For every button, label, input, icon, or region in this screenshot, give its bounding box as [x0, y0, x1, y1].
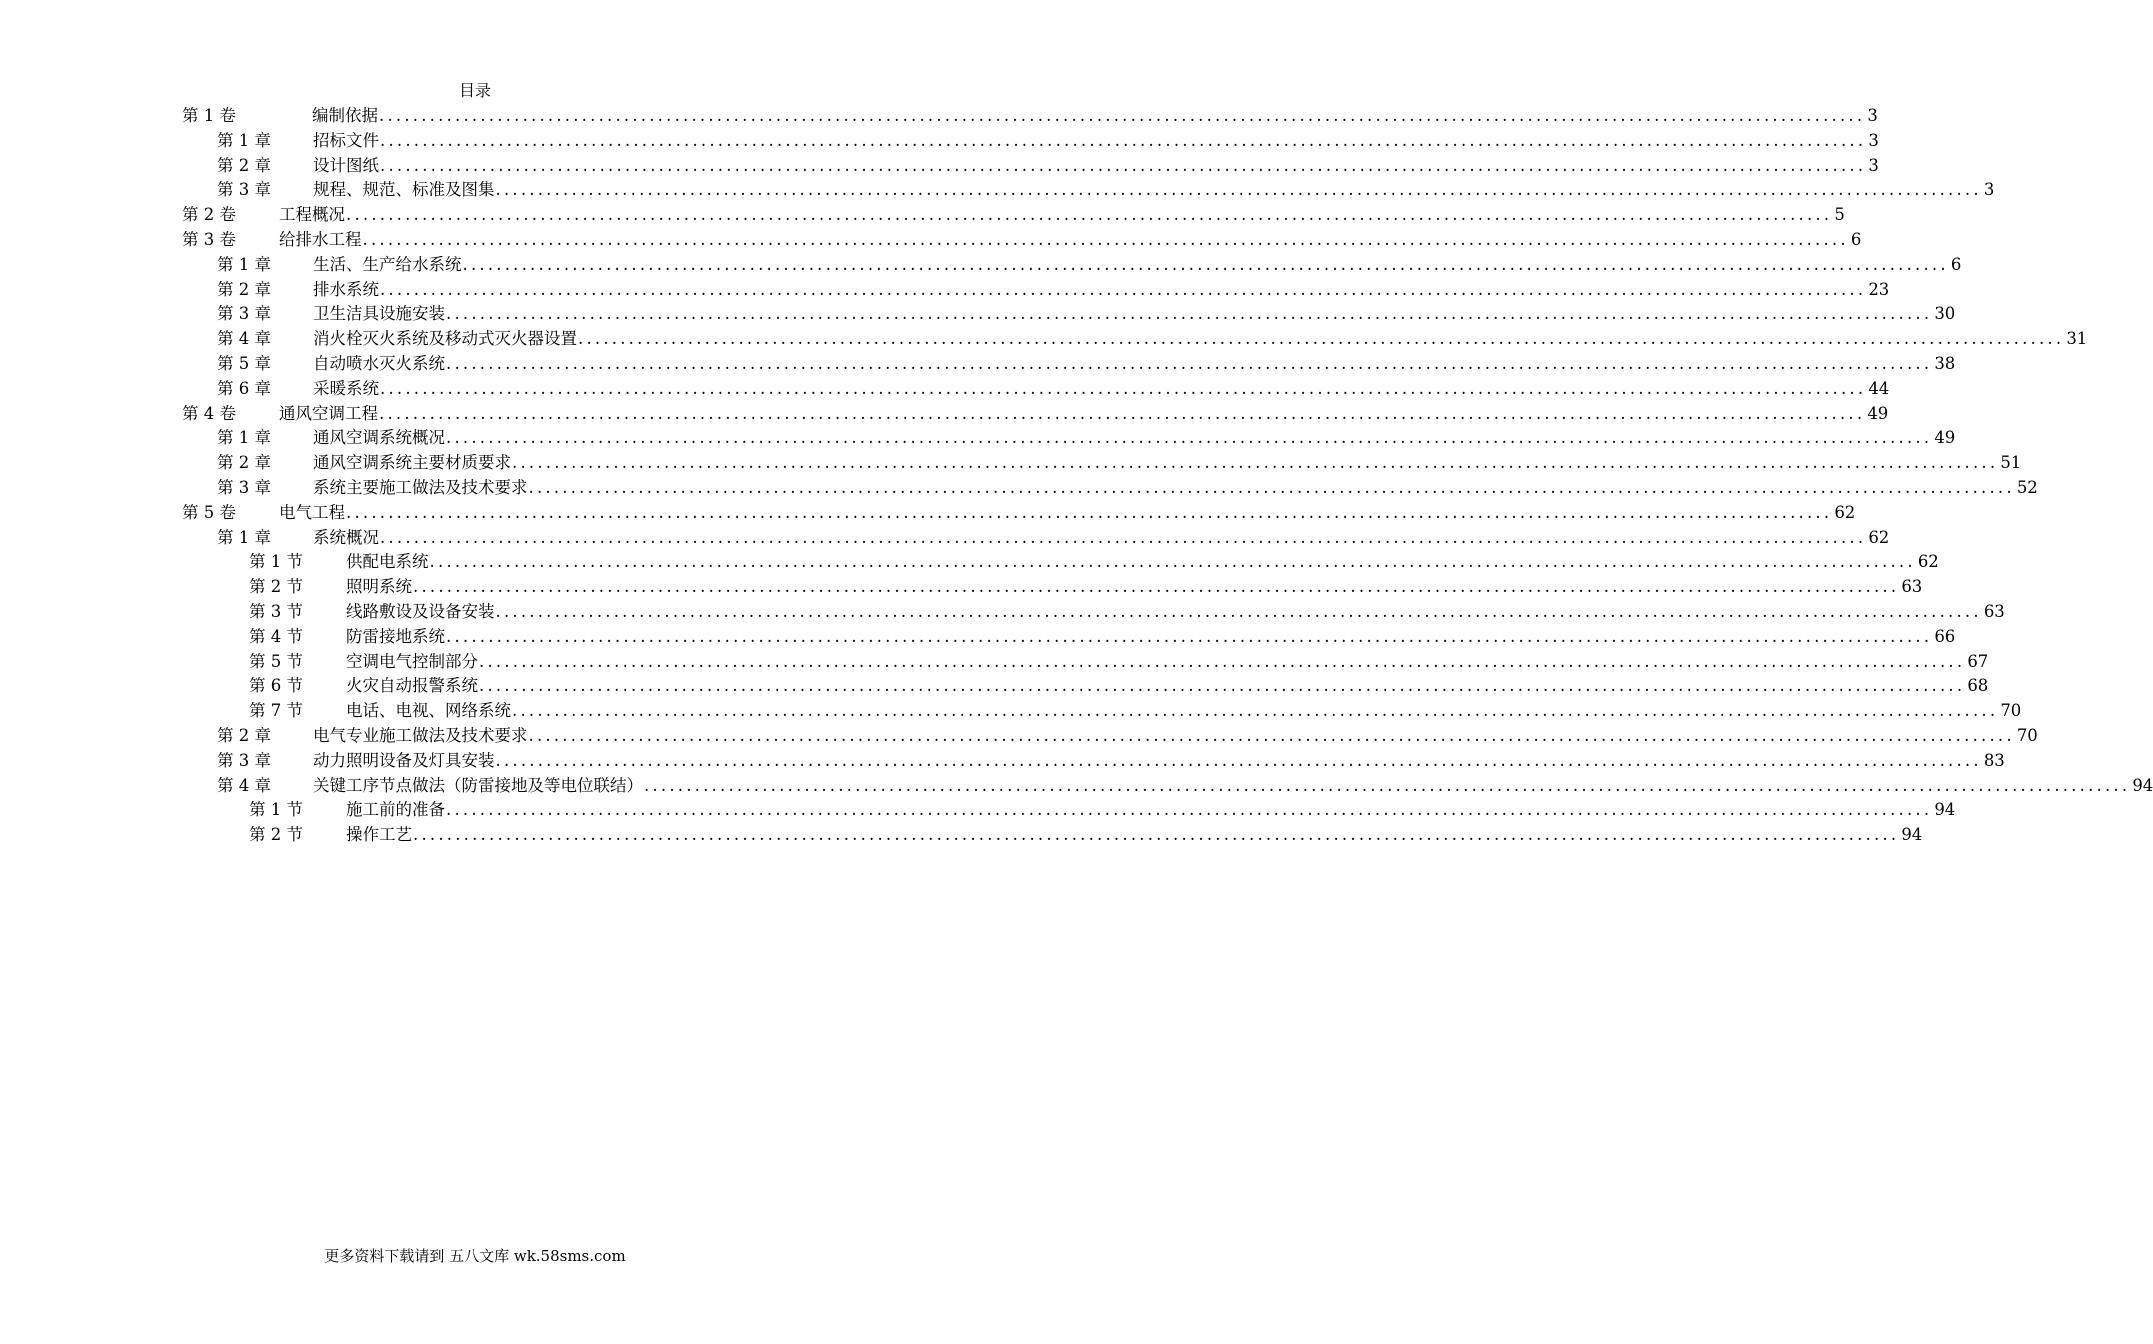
toc-page-number: 62 — [1834, 502, 1856, 522]
toc-entry-label: 第 3 章 — [217, 750, 271, 770]
toc-dot-leader: ................................................................................................................................................................................ — [429, 552, 1916, 572]
toc-entry-text: 照明系统 — [346, 577, 412, 597]
toc-entry-text: 电话、电视、网络系统 — [346, 701, 511, 721]
toc-page-number: 67 — [1967, 651, 1989, 671]
toc-entry-label: 第 4 章 — [217, 329, 271, 349]
toc-page-number: 3 — [1868, 130, 1879, 150]
toc-dot-leader: ................................................................................................................................................................................ — [578, 329, 2065, 349]
toc-page-number: 51 — [2000, 453, 2022, 473]
toc-entry-text: 采暖系统 — [313, 378, 379, 398]
toc-entry-label: 第 1 节 — [249, 800, 303, 820]
toc-entry-label: 第 3 卷 — [182, 230, 236, 249]
toc-dot-leader: ................................................................................................................................................................................ — [379, 106, 1866, 125]
toc-entry — [217, 377, 1890, 401]
toc-entry — [249, 550, 1939, 574]
toc-page-number: 70 — [2000, 701, 2022, 721]
toc-dot-leader: ................................................................................................................................................................................ — [346, 502, 1833, 522]
toc-entry — [217, 774, 2153, 798]
toc-page-number: 6 — [1850, 230, 1862, 249]
toc-dot-leader: ................................................................................................................................................................................ — [413, 577, 1900, 597]
toc-dot-leader: ................................................................................................................................................................................ — [446, 626, 1933, 646]
toc-entry — [182, 501, 1856, 525]
toc-entry-text: 线路敷设及设备安装 — [346, 602, 495, 621]
toc-entry-text: 系统概况 — [313, 527, 379, 547]
toc-entry-label: 第 7 节 — [249, 701, 303, 721]
toc-dot-leader: ................................................................................................................................................................................ — [446, 304, 1933, 324]
toc-dot-leader: ................................................................................................................................................................................ — [380, 279, 1867, 299]
toc-entry — [249, 650, 1989, 674]
toc-entry-label: 第 2 节 — [249, 577, 303, 597]
toc-entry-label: 第 2 卷 — [182, 205, 236, 225]
toc-entry-label: 第 3 章 — [217, 180, 271, 200]
toc-entry — [182, 402, 1889, 426]
toc-dot-leader: ................................................................................................................................................................................ — [380, 155, 1867, 175]
toc-entry-label: 第 2 章 — [217, 453, 271, 473]
toc-entry-text: 操作工艺 — [346, 825, 412, 845]
toc-entry — [182, 104, 1878, 128]
toc-page-number: 49 — [1934, 428, 1956, 448]
toc-title: 目录 — [458, 81, 491, 100]
toc-entry-label: 第 3 节 — [249, 602, 303, 621]
toc-entry-text: 生活、生产给水系统 — [313, 254, 462, 274]
toc-entry — [217, 352, 1956, 376]
toc-entry-text: 电气工程 — [279, 502, 345, 522]
toc-entry — [249, 625, 1956, 649]
toc-page-number: 23 — [1868, 279, 1890, 299]
toc-entry-label: 第 1 章 — [217, 428, 271, 448]
toc-page-number: 3 — [1867, 106, 1878, 125]
toc-entry-text: 关键工序节点做法（防雷接地及等电位联结） — [313, 775, 643, 795]
toc-page-number: 94 — [1901, 825, 1923, 845]
toc-dot-leader: ................................................................................................................................................................................ — [512, 453, 1999, 473]
toc-entry-text: 空调电气控制部分 — [346, 651, 478, 671]
toc-page-number: 5 — [1834, 205, 1845, 225]
toc-page-number: 49 — [1867, 403, 1889, 423]
toc-entry-label: 第 5 章 — [217, 354, 271, 373]
toc-dot-leader: ................................................................................................................................................................................ — [379, 403, 1866, 423]
toc-entry-text: 规程、规范、标准及图集 — [313, 180, 495, 200]
toc-entry-text: 排水系统 — [313, 279, 379, 299]
toc-entry — [217, 278, 1890, 302]
toc-entry-label: 第 2 节 — [249, 825, 303, 845]
toc-entry — [217, 178, 1995, 202]
toc-entry-text: 卫生洁具设施安装 — [313, 304, 445, 324]
toc-dot-leader: ................................................................................................................................................................................ — [362, 230, 1849, 249]
toc-page-number: 83 — [1983, 750, 2005, 770]
toc-entry — [249, 823, 1923, 847]
toc-page-number: 63 — [1983, 602, 2005, 621]
toc-entry — [217, 426, 1956, 450]
toc-page-number: 62 — [1868, 527, 1890, 547]
toc-entry-text: 电气专业施工做法及技术要求 — [313, 726, 528, 745]
toc-entry-text: 火灾自动报警系统 — [346, 676, 478, 696]
toc-entry-text: 工程概况 — [279, 205, 345, 225]
toc-page-number: 63 — [1901, 577, 1923, 597]
toc-entry — [182, 228, 1862, 252]
toc-dot-leader: ................................................................................................................................................................................ — [413, 825, 1900, 845]
toc-entry-label: 第 3 章 — [217, 304, 271, 324]
toc-dot-leader: ................................................................................................................................................................................ — [446, 800, 1933, 820]
toc-dot-leader: ................................................................................................................................................................................ — [346, 205, 1833, 225]
toc-entry-text: 设计图纸 — [313, 155, 379, 175]
toc-entry — [217, 451, 2022, 475]
toc-dot-leader: ................................................................................................................................................................................ — [644, 775, 2131, 795]
toc-entry — [249, 699, 2022, 723]
toc-dot-leader: ................................................................................................................................................................................ — [462, 254, 1949, 274]
toc-entry-label: 第 4 章 — [217, 775, 271, 795]
toc-entry-label: 第 5 节 — [249, 651, 303, 671]
toc-dot-leader: ................................................................................................................................................................................ — [446, 428, 1933, 448]
toc-entry-label: 第 6 节 — [249, 676, 303, 696]
toc-dot-leader: ................................................................................................................................................................................ — [528, 478, 2015, 497]
toc-entry-text: 通风空调系统概况 — [313, 428, 445, 448]
toc-entry — [249, 798, 1956, 822]
toc-entry-label: 第 2 章 — [217, 279, 271, 299]
toc-entry-text: 供配电系统 — [346, 552, 429, 572]
toc-entry-label: 第 6 章 — [217, 378, 271, 398]
toc-entry-text: 防雷接地系统 — [346, 626, 445, 646]
footer-download-note: 更多资料下载请到 五八文库 wk.58sms.com — [324, 1247, 626, 1265]
toc-dot-leader: ................................................................................................................................................................................ — [479, 651, 1966, 671]
toc-dot-leader: ................................................................................................................................................................................ — [380, 527, 1867, 547]
toc-entry — [217, 749, 2005, 773]
toc-entry-text: 动力照明设备及灯具安装 — [313, 750, 495, 770]
toc-entry-label: 第 5 卷 — [182, 502, 236, 522]
toc-entry-label: 第 1 章 — [217, 130, 271, 150]
toc-entry — [249, 674, 1989, 698]
toc-entry — [217, 526, 1890, 550]
toc-page-number: 62 — [1917, 552, 1939, 572]
toc-entry-text: 通风空调工程 — [279, 403, 378, 423]
toc-entry-label: 第 3 章 — [217, 478, 271, 497]
toc-entry-text: 系统主要施工做法及技术要求 — [313, 478, 528, 497]
toc-entry — [217, 253, 1962, 277]
toc-entry — [182, 203, 1845, 227]
toc-dot-leader: ................................................................................................................................................................................ — [495, 602, 1982, 621]
toc-page-number: 68 — [1967, 676, 1989, 696]
toc-dot-leader: ................................................................................................................................................................................ — [528, 726, 2015, 745]
toc-page-number: 44 — [1868, 378, 1890, 398]
toc-entry-text: 给排水工程 — [279, 230, 362, 249]
toc-entry — [217, 302, 1956, 326]
toc-entry — [249, 600, 2005, 624]
toc-entry — [217, 129, 1879, 153]
toc-entry-label: 第 4 节 — [249, 626, 303, 646]
toc-dot-leader: ................................................................................................................................................................................ — [495, 180, 1982, 200]
toc-dot-leader: ................................................................................................................................................................................ — [380, 130, 1867, 150]
toc-entry-label: 第 1 节 — [249, 552, 303, 572]
toc-page-number: 70 — [2016, 726, 2038, 745]
toc-entry-text: 通风空调系统主要材质要求 — [313, 453, 511, 473]
toc-page-number: 6 — [1950, 254, 1962, 274]
toc-page-number: 31 — [2066, 329, 2088, 349]
toc-dot-leader: ................................................................................................................................................................................ — [512, 701, 1999, 721]
toc-entry-text: 招标文件 — [313, 130, 379, 150]
toc-entry-text: 自动喷水灭火系统 — [313, 354, 445, 373]
toc-page-number: 30 — [1934, 304, 1956, 324]
toc-entry-text: 施工前的准备 — [346, 800, 445, 820]
toc-page-number: 94 — [2132, 775, 2153, 795]
toc-entry — [217, 154, 1879, 178]
toc-page-number: 66 — [1934, 626, 1956, 646]
toc-dot-leader: ................................................................................................................................................................................ — [479, 676, 1966, 696]
toc-entry-label: 第 1 章 — [217, 527, 271, 547]
toc-entry-label: 第 2 章 — [217, 155, 271, 175]
toc-dot-leader: ................................................................................................................................................................................ — [495, 750, 1982, 770]
toc-entry-label: 第 2 章 — [217, 726, 271, 745]
toc-entry-text: 消火栓灭火系统及移动式灭火器设置 — [313, 329, 577, 349]
toc-page-number: 3 — [1868, 155, 1879, 175]
toc-page-number: 3 — [1983, 180, 1995, 200]
toc-dot-leader: ................................................................................................................................................................................ — [380, 378, 1867, 398]
toc-page-number: 94 — [1934, 800, 1956, 820]
toc-entry — [217, 724, 2038, 748]
toc-entry — [217, 327, 2088, 351]
toc-entry-label: 第 1 卷 — [182, 106, 236, 125]
toc-entry — [217, 476, 2038, 500]
toc-dot-leader: ................................................................................................................................................................................ — [446, 354, 1933, 373]
toc-entry-label: 第 1 章 — [217, 254, 271, 274]
toc-entry-text: 编制依据 — [312, 106, 378, 125]
toc-page-number: 38 — [1934, 354, 1956, 373]
toc-entry — [249, 575, 1923, 599]
toc-entry-label: 第 4 卷 — [182, 403, 236, 423]
toc-page-number: 52 — [2016, 478, 2038, 497]
